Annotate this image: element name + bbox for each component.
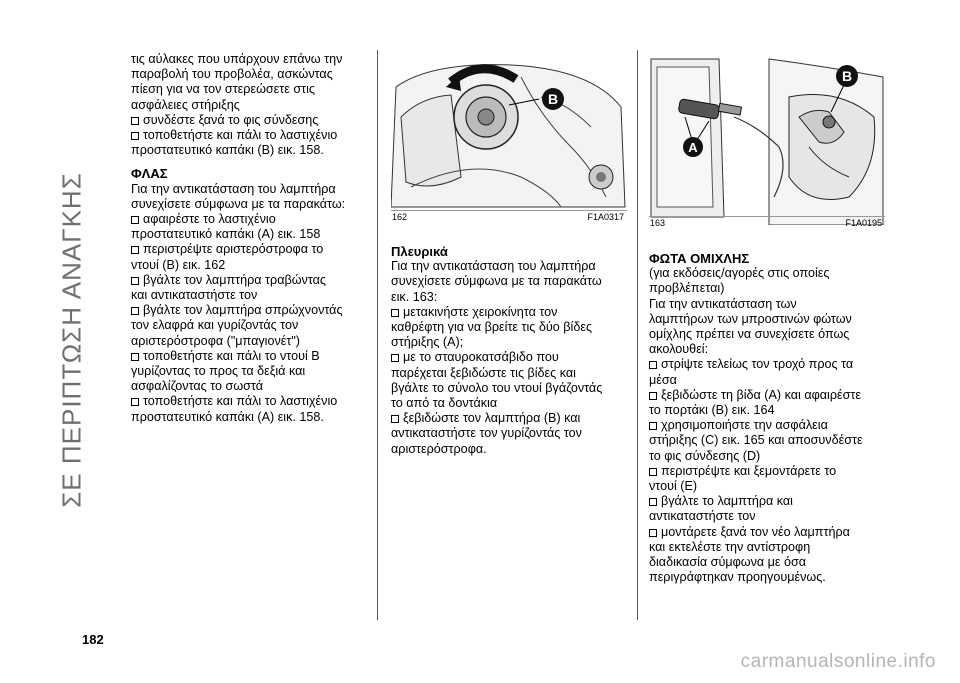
bulb-holder-illustration bbox=[391, 57, 627, 209]
column-divider-2 bbox=[637, 50, 638, 620]
col1-intro bbox=[131, 52, 367, 113]
text-line: συνεχίσετε σύμφωνα με τα παρακάτω: bbox=[131, 196, 346, 211]
bullet-item bbox=[649, 525, 885, 586]
section-title: ΣΕ ΠΕΡΙΠΤΩΣΗ ΑΝΑΓΚΗΣ bbox=[56, 172, 87, 508]
text-line: περιστρέψτε αριστερόστροφα το bbox=[143, 242, 324, 257]
heading-flash: ΦΛΑΣ bbox=[131, 166, 168, 182]
bullet-item bbox=[649, 357, 885, 387]
figure-number: 163 bbox=[650, 218, 666, 228]
text-line: προβλέπεται) bbox=[649, 281, 725, 296]
label-b-badge bbox=[542, 88, 564, 110]
text-line: ξεβιδώστε τον λαμπτήρα (B) και bbox=[403, 411, 581, 426]
checkbox-bullet-icon bbox=[131, 117, 139, 125]
text-line: τοποθετήστε και πάλι το λαστιχένιο bbox=[143, 128, 338, 143]
text-line: βγάλτε τον λαμπτήρα τραβώντας bbox=[143, 272, 326, 287]
column-divider-1 bbox=[377, 50, 378, 620]
checkbox-bullet-icon bbox=[131, 216, 139, 224]
bullet-item bbox=[131, 273, 367, 303]
text-line: τον ελαφρά και γυρίζοντάς τον bbox=[131, 318, 299, 333]
bullet-item bbox=[131, 303, 367, 349]
text-line: Για την αντικατάσταση του λαμπτήρα bbox=[131, 181, 336, 196]
text-line: ασφάλειες στήριξης bbox=[131, 97, 240, 112]
text-line: αριστερόστροφα. bbox=[391, 441, 487, 456]
text-line: Για την αντικατάσταση του λαμπτήρα bbox=[391, 259, 596, 274]
label-b-text: B bbox=[841, 68, 853, 84]
text-line: το πορτάκι (B) εικ. 164 bbox=[649, 403, 775, 418]
text-line: διαδικασία σύμφωνα με όσα bbox=[649, 555, 807, 570]
bullet-item bbox=[131, 394, 367, 424]
text-line: αριστερόστροφα ("μπαγιονέτ") bbox=[131, 333, 300, 348]
text-line: βγάλτε το λαμπτήρα και bbox=[661, 494, 793, 509]
text-line: συνεχίσετε σύμφωνα με τα παρακάτω bbox=[391, 274, 602, 289]
checkbox-bullet-icon bbox=[391, 415, 399, 423]
text-line: περιστρέψτε και ξεμοντάρετε το bbox=[661, 463, 837, 478]
bullet-item bbox=[649, 464, 885, 494]
text-line: (για εκδόσεις/αγορές στις οποίες bbox=[649, 266, 830, 281]
heading-fog-lights: ΦΩΤΑ ΟΜΙΧΛΗΣ bbox=[649, 251, 750, 266]
text-line: τοποθετήστε και πάλι το λαστιχένιο bbox=[143, 394, 338, 409]
figure-163-rule bbox=[649, 216, 885, 217]
figure-code: F1A0317 bbox=[587, 212, 624, 222]
bullet-item bbox=[131, 128, 367, 158]
text-line: περιγράφτηκαν προηγουμένως. bbox=[649, 570, 826, 585]
text-line: μοντάρετε ξανά τον νέο λαμπτήρα bbox=[661, 524, 850, 539]
figure-162 bbox=[391, 57, 627, 209]
text-line: προστατευτικό καπάκι (A) εικ. 158. bbox=[131, 409, 324, 424]
bullet-item bbox=[649, 388, 885, 418]
text-line: παραβολή του προβολέα, ασκώντας bbox=[131, 67, 333, 82]
checkbox-bullet-icon bbox=[391, 354, 399, 362]
side-tab bbox=[0, 0, 110, 683]
column-2 bbox=[391, 236, 627, 457]
text-line: με το σταυροκατσάβιδο που bbox=[403, 350, 559, 365]
column-3 bbox=[649, 243, 885, 585]
checkbox-bullet-icon bbox=[131, 398, 139, 406]
text-line: το από τα δοντάκια bbox=[391, 396, 498, 411]
bullet-item bbox=[649, 418, 885, 464]
bullet-item bbox=[391, 411, 627, 457]
text-line: βγάλτε τον λαμπτήρα σπρώχνοντάς bbox=[143, 303, 343, 318]
bullet-item bbox=[131, 113, 367, 128]
checkbox-bullet-icon bbox=[649, 361, 657, 369]
text-line: συνδέστε ξανά το φις σύνδεσης bbox=[143, 112, 319, 127]
text-line: στήριξης (C) εικ. 165 και αποσυνδέστε bbox=[649, 433, 863, 448]
page-number: 182 bbox=[82, 632, 104, 647]
figure-162-rule bbox=[391, 210, 627, 211]
figure-code: F1A0195 bbox=[845, 218, 882, 228]
text-line: το φις σύνδεσης (D) bbox=[649, 448, 761, 463]
text-line: Για την αντικατάσταση των bbox=[649, 296, 797, 311]
text-line: ντουί (B) εικ. 162 bbox=[131, 257, 226, 272]
checkbox-bullet-icon bbox=[649, 468, 657, 476]
text-line: βγάλτε το σύνολο του ντουί βγάζοντάς bbox=[391, 380, 603, 395]
bullet-item bbox=[391, 305, 627, 351]
text-line: ακολουθεί: bbox=[649, 342, 709, 357]
label-a-badge bbox=[683, 137, 703, 157]
figure-163 bbox=[649, 57, 885, 225]
bullet-item bbox=[131, 349, 367, 395]
bullet-item bbox=[649, 494, 885, 524]
checkbox-bullet-icon bbox=[649, 529, 657, 537]
heading-side-lights: Πλευρικά bbox=[391, 244, 448, 259]
text-line: εικ. 163: bbox=[391, 289, 438, 304]
bullet-item bbox=[391, 350, 627, 411]
checkbox-bullet-icon bbox=[649, 422, 657, 430]
checkbox-bullet-icon bbox=[131, 277, 139, 285]
checkbox-bullet-icon bbox=[131, 353, 139, 361]
label-a-text: A bbox=[688, 139, 698, 155]
text-line: καθρέφτη για να βρείτε τις δύο βίδες bbox=[391, 320, 593, 335]
text-line: ξεβιδώστε τη βίδα (A) και αφαιρέστε bbox=[661, 387, 861, 402]
checkbox-bullet-icon bbox=[131, 246, 139, 254]
text-line: ομίχλης πρέπει να συνεχίσετε όπως bbox=[649, 327, 850, 342]
text-line: ασφαλίζοντας το σωστά bbox=[131, 379, 264, 394]
text-line: προστατευτικό καπάκι (B) εικ. 158. bbox=[131, 143, 324, 158]
checkbox-bullet-icon bbox=[131, 132, 139, 140]
bullet-item bbox=[131, 242, 367, 272]
text-line: λαμπτήρων των μπροστινών φώτων bbox=[649, 311, 852, 326]
text-line: στρίψτε τελείως τον τροχό προς τα bbox=[661, 357, 854, 372]
figure-163-caption bbox=[650, 218, 882, 228]
watermark[interactable]: carmanualsonline.info bbox=[740, 651, 936, 672]
figure-162-caption bbox=[392, 212, 624, 222]
text-line: προστατευτικό καπάκι (A) εικ. 158 bbox=[131, 227, 321, 242]
checkbox-bullet-icon bbox=[649, 392, 657, 400]
checkbox-bullet-icon bbox=[131, 307, 139, 315]
figure-number: 162 bbox=[392, 212, 408, 222]
text-line: τοποθετήστε και πάλι το ντουί B bbox=[143, 348, 320, 363]
text-line: στήριξης (A); bbox=[391, 335, 464, 350]
text-line: τις αύλακες που υπάρχουν επάνω την bbox=[131, 52, 343, 66]
text-line: αντικαταστήστε τον γυρίζοντάς τον bbox=[391, 426, 582, 441]
text-line: μέσα bbox=[649, 372, 677, 387]
bullet-item bbox=[131, 212, 367, 242]
text-line: πίεση για να τον στερεώσετε στις bbox=[131, 82, 315, 97]
text-line: ντουί (E) bbox=[649, 479, 698, 494]
checkbox-bullet-icon bbox=[391, 309, 399, 317]
label-b-badge bbox=[836, 65, 858, 87]
checkbox-bullet-icon bbox=[649, 498, 657, 506]
text-line: παρέχεται ξεβιδώστε τις βίδες και bbox=[391, 365, 576, 380]
text-line: μετακινήστε χειροκίνητα τον bbox=[403, 304, 558, 319]
text-line: αντικαταστήστε τον bbox=[649, 509, 756, 524]
text-line: και αντικαταστήστε τον bbox=[131, 288, 258, 303]
text-line: και εκτελέστε την αντίστροφη bbox=[649, 539, 811, 554]
text-line: χρησιμοποιήστε την ασφάλεια bbox=[661, 418, 828, 433]
label-b-text: B bbox=[547, 91, 559, 107]
text-line: γυρίζοντας το προς τα δεξιά και bbox=[131, 364, 306, 379]
text-line: αφαιρέστε το λαστιχένιο bbox=[143, 212, 276, 227]
column-1 bbox=[131, 52, 367, 425]
